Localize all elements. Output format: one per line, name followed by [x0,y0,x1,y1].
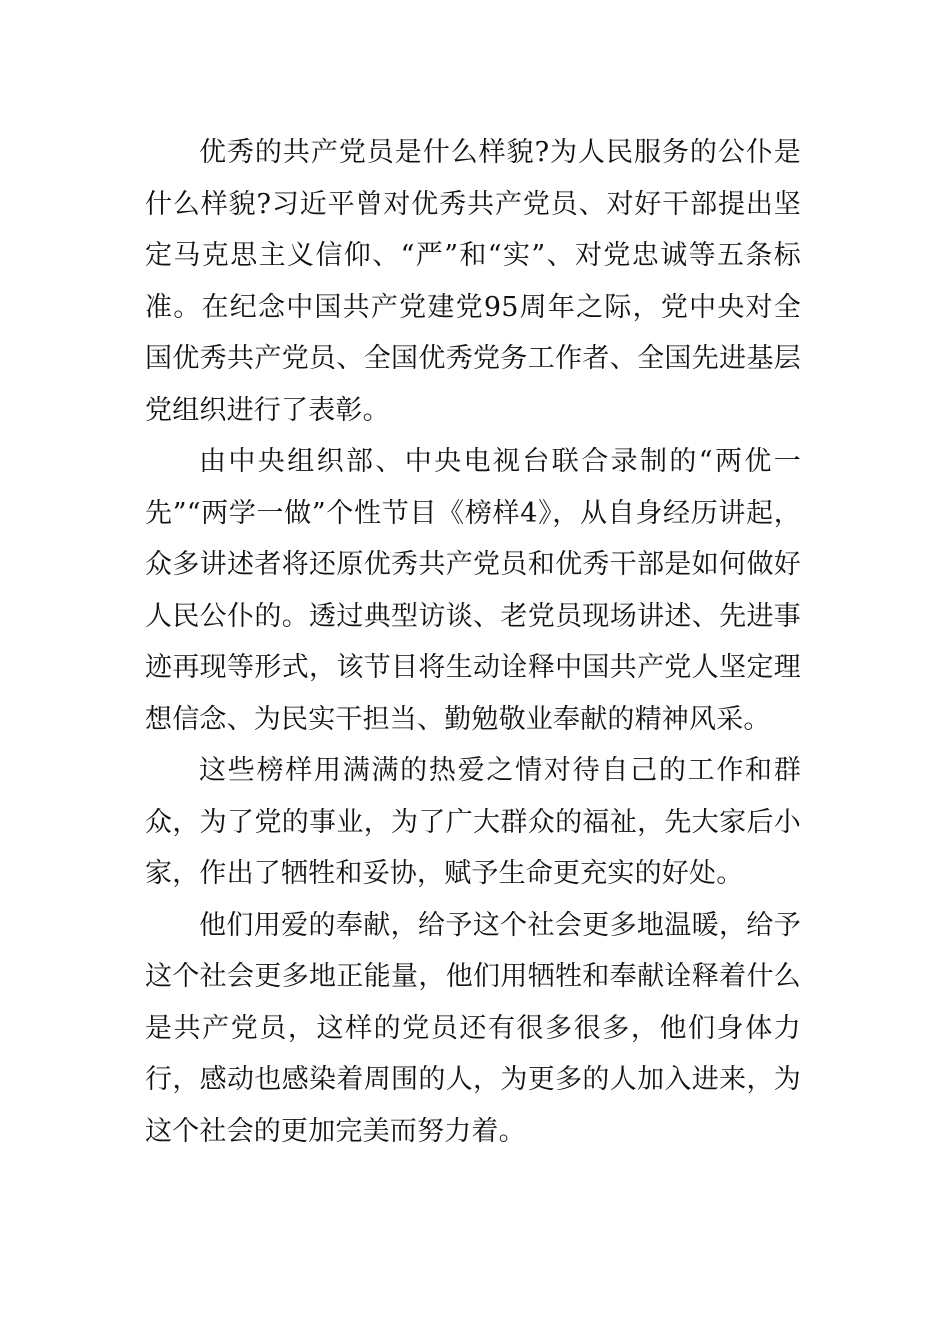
paragraph-1: 优秀的共产党员是什么样貌?为人民服务的公仆是什么样貌?习近平曾对优秀共产党员、对好干部提出坚定马克思主义信仰、“严”和“实”、对党忠诚等五条标准。在纪念中国共产党建党95周年之际，党中央对全国优秀共产党员、全国优秀党务工作者、全国先进基层党组织进行了表彰。 [145,137,801,426]
document-body [145,127,801,1157]
paragraph-3: 这些榜样用满满的热爱之情对待自己的工作和群众，为了党的事业，为了广大群众的福祉，先大家后小家，作出了牺牲和妥协，赋予生命更充实的好处。 [145,755,801,889]
paragraph-2: 由中央组织部、中央电视台联合录制的“两优一先”“两学一做”个性节目《榜样4》，从自身经历讲起，众多讲述者将还原优秀共产党员和优秀干部是如何做好人民公仆的。透过典型访谈、老党员现场讲述、先进事迹再现等形式，该节目将生动诠释中国共产党人坚定理想信念、为民实干担当、勤勉敬业奉献的精神风采。 [145,446,801,735]
paragraph-4: 他们用爱的奉献，给予这个社会更多地温暖，给予这个社会更多地正能量，他们用牺牲和奉献诠释着什么是共产党员，这样的党员还有很多很多，他们身体力行，感动也感染着周围的人，为更多的人加入进来，为这个社会的更加完美而努力着。 [145,909,801,1147]
